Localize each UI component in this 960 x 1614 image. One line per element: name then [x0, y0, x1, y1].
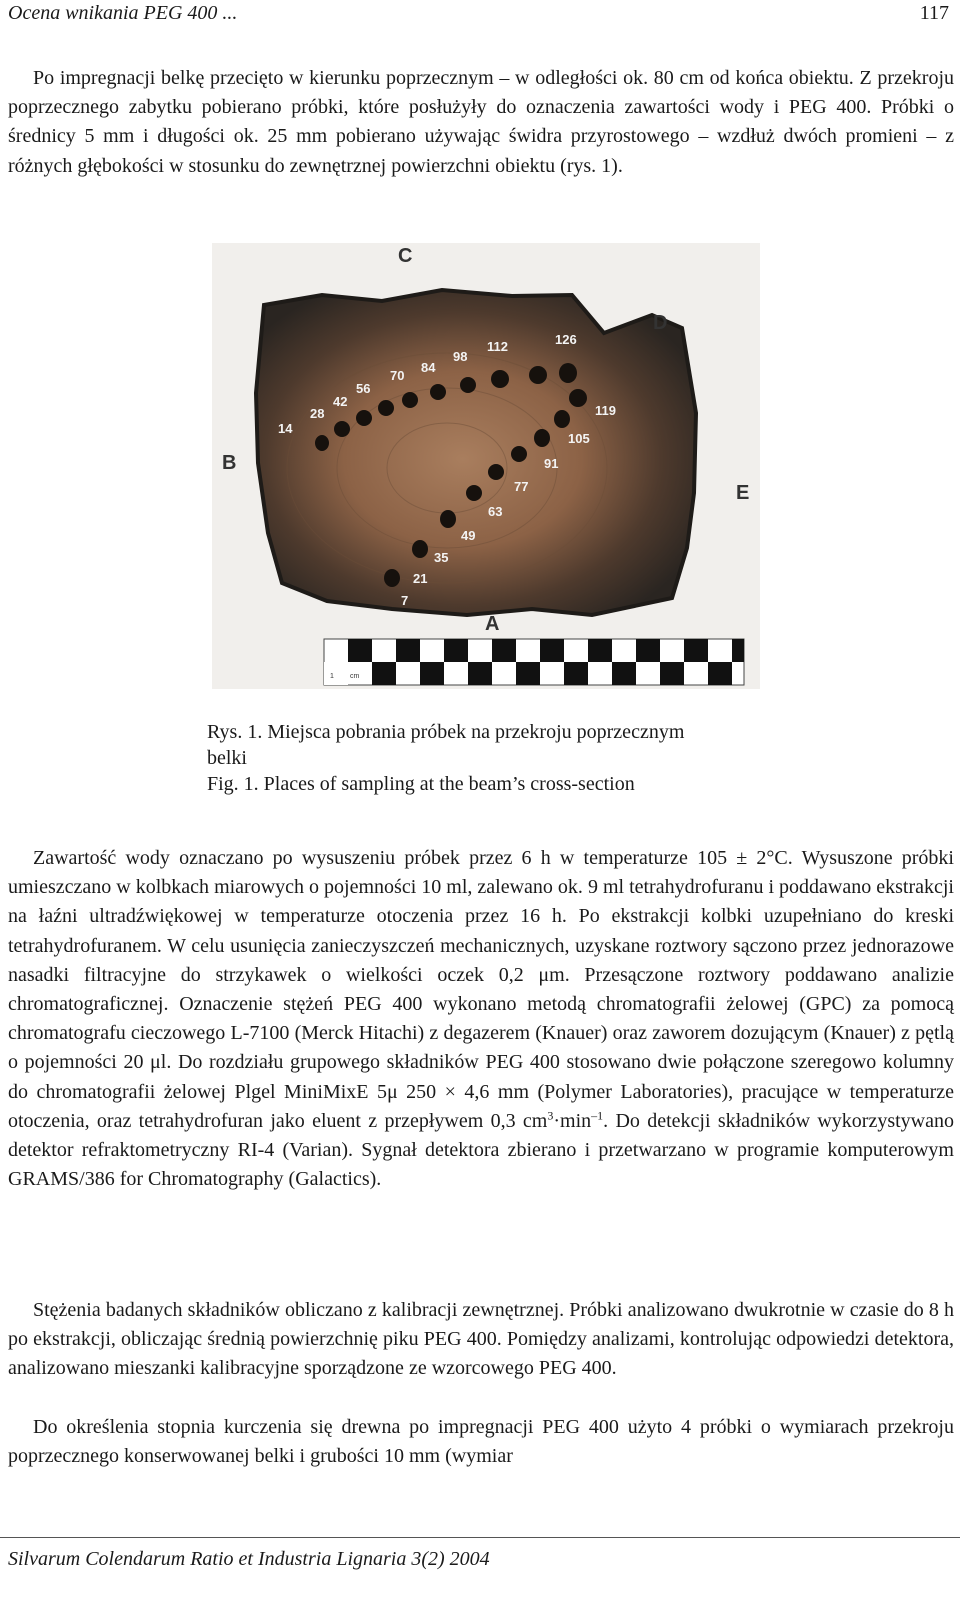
- paragraph-shrinkage: Do określenia stopnia kurczenia się drewna po impregnacji PEG 400 użyto 4 próbki o wymiarach przekroju poprzecznego konserwowanej belki i grubości 10 mm (wymiar: [8, 1416, 954, 1468]
- page-header: [8, 2, 952, 32]
- paragraph-methods-part2: ·min: [553, 1109, 592, 1132]
- journal-footer: Silvarum Colendarum Ratio et Industria Lignaria 3(2) 2004: [8, 1548, 490, 1570]
- direction-label-e: E: [736, 482, 750, 504]
- sample-label-49: 49: [461, 528, 476, 543]
- scale-text-cm: cm: [350, 673, 360, 680]
- sample-label-105: 105: [568, 431, 590, 446]
- sample-label-7: 7: [401, 593, 409, 608]
- direction-label-d: D: [653, 312, 668, 334]
- superscript-minus-1: –1: [591, 1108, 604, 1123]
- sample-label-63: 63: [488, 504, 503, 519]
- caption-polish-line1: Rys. 1. Miejsca pobrania próbek na przekroju poprzecznym: [207, 721, 685, 743]
- footer-rule: [0, 1537, 960, 1538]
- sample-label-35: 35: [434, 550, 449, 565]
- sample-label-70: 70: [390, 368, 405, 383]
- sample-label-77: 77: [514, 479, 529, 494]
- cross-section-svg: [212, 243, 760, 689]
- sample-label-56: 56: [356, 381, 371, 396]
- direction-label-b: B: [222, 452, 237, 474]
- paragraph-calibration: Stężenia badanych składników obliczano z kalibracji zewnętrznej. Próbki analizowano dwukrotnie w czasie do 8 h po ekstrakcji, obliczając średnią powierzchnię piku PEG 400. Pomiędzy analizami, kontrolując odpowiedzi detektora, analizowano mieszanki kalibracyjne sporządzone ze wzorcowego PEG 400.: [8, 1299, 954, 1380]
- paragraph-methods-part3: . Do detekcji składników wykorzystywano detektor refraktometryczny RI-4 (Varian). Sygnał detektora zbierano i przetwarzano w programie komputerowym GRAMS/386 for Chromatography (Galactics).: [8, 1109, 954, 1191]
- beam-cross-section: [256, 290, 696, 615]
- sample-label-126: 126: [555, 332, 577, 347]
- paragraph-sampling: Po impregnacji belkę przecięto w kierunku poprzecznym – w odległości ok. 80 cm od końca obiektu. Z przekroju poprzecznego zabytku pobierano próbki, które posłużyły do oznaczenia zawartości wody i PEG 400. Próbki o średnicy 5 mm i długości ok. 25 mm pobierano używając świdra przyrostowego – wzdłuż dwóch promieni – z różnych głębokości w stosunku do zewnętrznej powierzchni obiektu (rys. 1).: [8, 67, 954, 177]
- direction-label-a: A: [485, 613, 500, 635]
- scale-text-1: 1: [330, 673, 334, 680]
- scale-bar: [324, 639, 744, 685]
- sample-label-42: 42: [333, 394, 348, 409]
- sample-label-21: 21: [413, 571, 428, 586]
- sample-label-112: 112: [487, 339, 508, 354]
- sample-label-28: 28: [310, 406, 325, 421]
- sample-label-119: 119: [595, 403, 616, 418]
- paragraph-methods-part1: Zawartość wody oznaczano po wysuszeniu próbek przez 6 h w temperaturze 105 ± 2°C. Wysuszone próbki umieszczano w kolbkach miarowych o pojemności 10 ml, zalewano ok. 9 ml tetrahydrofuranu i poddawano ekstrakcji na łaźni ultradźwiękowej w temperaturze otoczenia przez 16 h. Po ekstrakcji kolbki uzupełniano do kreski tetrahydrofuranem. W celu usunięcia zanieczyszczeń mechanicznych, uzyskane roztwory sączono przez jednorazowe nasadki filtracyjne do strzykawek o wielkości oczek 0,2 μm. Przesączone roztwory poddawano analizie chromatograficznej. Oznaczenie stężeń PEG 400 wykonano metodą chromatografii żelowej (GPC) za pomocą chromatografu cieczowego L-7100 (Merck Hitachi) z degazerem (Knauer) oraz zaworem dozującym (Knauer) z pętlą o pojemności 20 μl. Do rozdziału grupowego składników PEG 400 stosowano dwie połączone szeregowo kolumny do chromatografii żelowej Plgel MiniMixE 5μ 250 × 4,6 mm (Polymer Laboratories), pracujące w temperaturze otoczenia, oraz tetrahydrofuran jako eluent z przepływem 0,3 cm: [8, 847, 954, 1132]
- figure-caption: [207, 719, 807, 797]
- figure-cross-section-photo: [212, 243, 760, 689]
- running-title: Ocena wnikania PEG 400 ...: [8, 2, 238, 24]
- sample-label-14: 14: [278, 421, 293, 436]
- sample-label-91: 91: [544, 456, 559, 471]
- superscript-3: 3: [547, 1108, 554, 1123]
- sample-label-84: 84: [421, 360, 436, 375]
- direction-label-c: C: [398, 245, 413, 267]
- caption-english: Fig. 1. Places of sampling at the beam’s cross-section: [207, 773, 635, 795]
- sample-label-98: 98: [453, 349, 468, 364]
- caption-polish-line2: belki: [207, 747, 247, 769]
- paragraph-methods: [8, 844, 954, 1194]
- page-number: 117: [919, 2, 949, 24]
